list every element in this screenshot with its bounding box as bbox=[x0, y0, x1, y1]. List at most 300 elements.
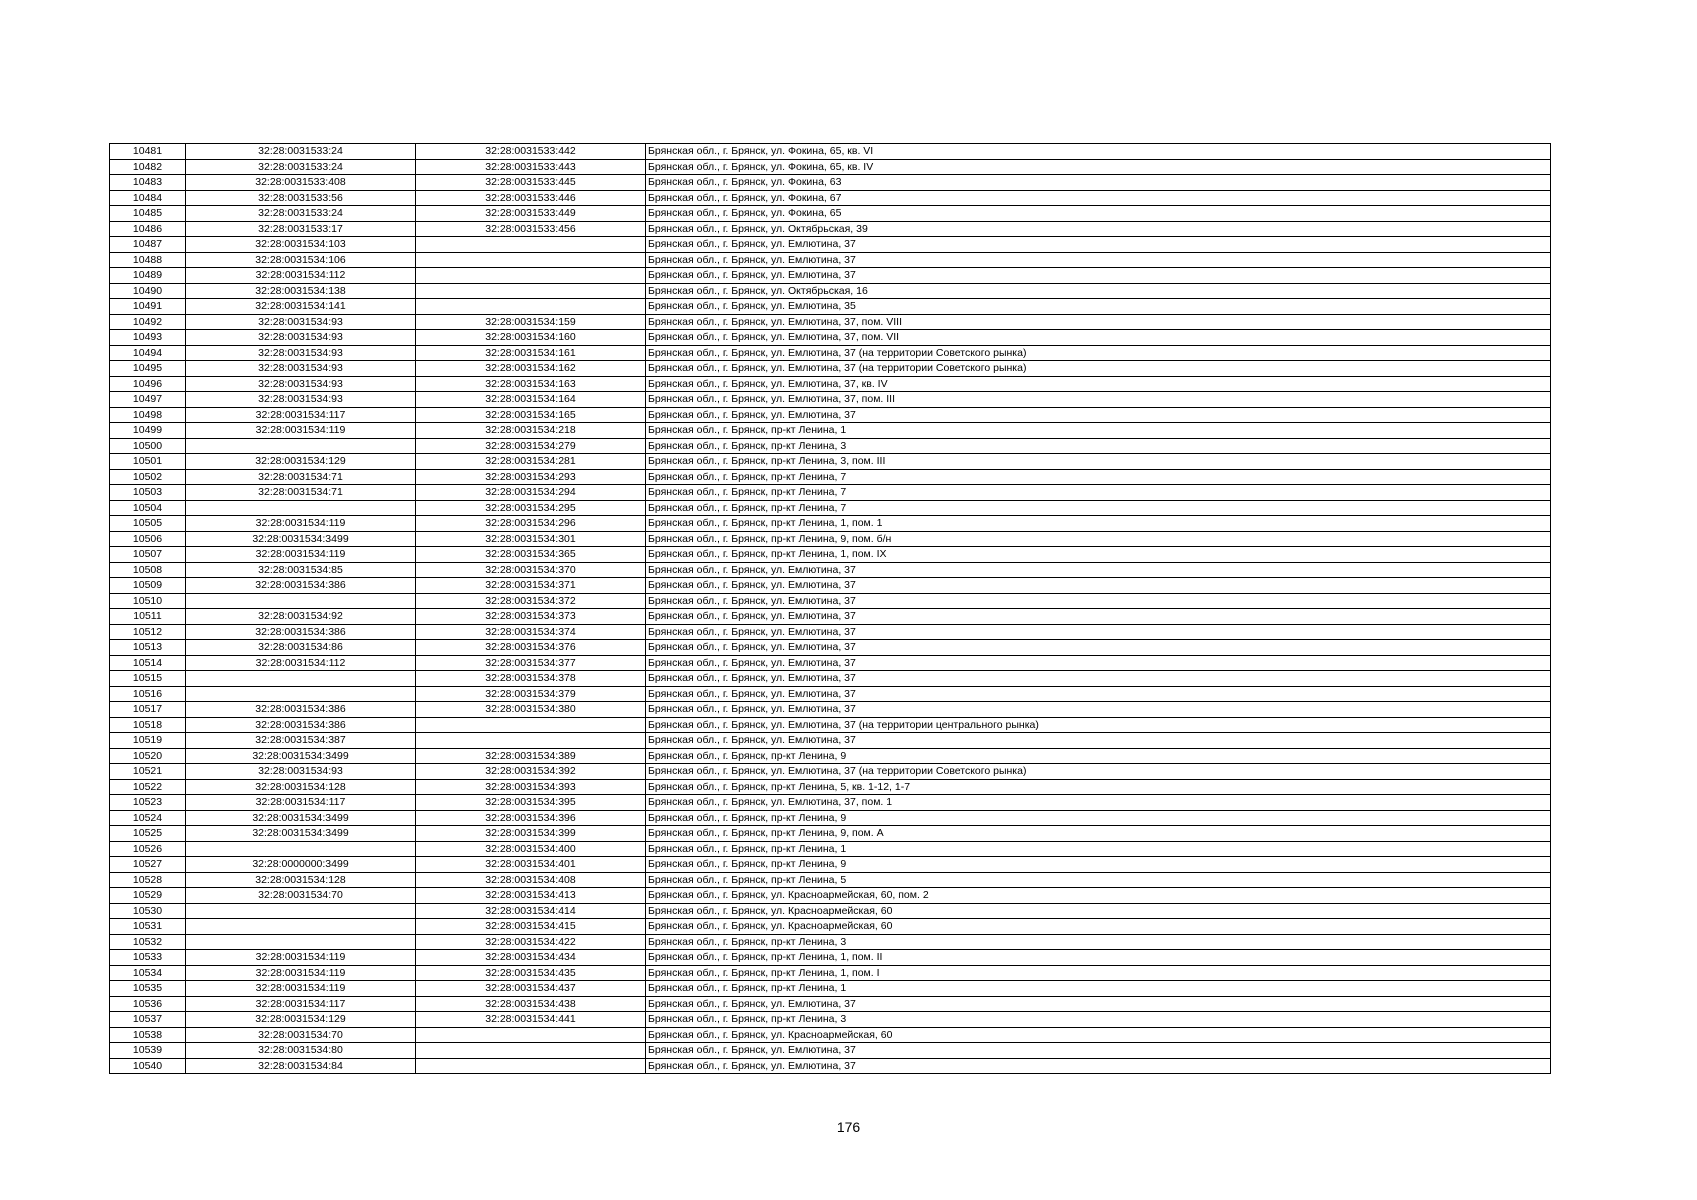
row-number-cell: 10500 bbox=[110, 438, 186, 454]
object-cadastral-number-cell: 32:28:0031533:446 bbox=[416, 190, 646, 206]
table-row bbox=[110, 500, 1551, 516]
address-cell: Брянская обл., г. Брянск, пр-кт Ленина, 1, пом. II bbox=[646, 950, 1551, 966]
table-row bbox=[110, 748, 1551, 764]
table-row bbox=[110, 221, 1551, 237]
object-cadastral-number-cell: 32:28:0031534:372 bbox=[416, 593, 646, 609]
table-row bbox=[110, 190, 1551, 206]
row-number-cell: 10509 bbox=[110, 578, 186, 594]
object-cadastral-number-cell: 32:28:0031534:281 bbox=[416, 454, 646, 470]
parcel-cadastral-number-cell: 32:28:0031534:84 bbox=[186, 1058, 416, 1074]
parcel-cadastral-number-cell: 32:28:0031533:56 bbox=[186, 190, 416, 206]
address-cell: Брянская обл., г. Брянск, ул. Красноармейская, 60 bbox=[646, 903, 1551, 919]
address-cell: Брянская обл., г. Брянск, пр-кт Ленина, 7 bbox=[646, 485, 1551, 501]
address-cell: Брянская обл., г. Брянск, пр-кт Ленина, 7 bbox=[646, 500, 1551, 516]
parcel-cadastral-number-cell bbox=[186, 686, 416, 702]
table-row bbox=[110, 376, 1551, 392]
address-cell: Брянская обл., г. Брянск, пр-кт Ленина, 7 bbox=[646, 469, 1551, 485]
object-cadastral-number-cell: 32:28:0031534:161 bbox=[416, 345, 646, 361]
address-cell: Брянская обл., г. Брянск, ул. Емлютина, 37 bbox=[646, 252, 1551, 268]
row-number-cell: 10481 bbox=[110, 144, 186, 160]
address-cell: Брянская обл., г. Брянск, ул. Емлютина, 37 bbox=[646, 702, 1551, 718]
parcel-cadastral-number-cell: 32:28:0031534:112 bbox=[186, 655, 416, 671]
address-cell: Брянская обл., г. Брянск, ул. Емлютина, 37 bbox=[646, 624, 1551, 640]
parcel-cadastral-number-cell: 32:28:0031533:24 bbox=[186, 159, 416, 175]
row-number-cell: 10489 bbox=[110, 268, 186, 284]
table-row bbox=[110, 593, 1551, 609]
object-cadastral-number-cell: 32:28:0031534:374 bbox=[416, 624, 646, 640]
row-number-cell: 10483 bbox=[110, 175, 186, 191]
table-row bbox=[110, 996, 1551, 1012]
parcel-cadastral-number-cell: 32:28:0031533:24 bbox=[186, 206, 416, 222]
table-row bbox=[110, 144, 1551, 160]
row-number-cell: 10487 bbox=[110, 237, 186, 253]
row-number-cell: 10497 bbox=[110, 392, 186, 408]
row-number-cell: 10530 bbox=[110, 903, 186, 919]
parcel-cadastral-number-cell bbox=[186, 903, 416, 919]
address-cell: Брянская обл., г. Брянск, ул. Емлютина, 37 bbox=[646, 733, 1551, 749]
table-row bbox=[110, 826, 1551, 842]
table-row bbox=[110, 252, 1551, 268]
object-cadastral-number-cell: 32:28:0031534:380 bbox=[416, 702, 646, 718]
row-number-cell: 10496 bbox=[110, 376, 186, 392]
object-cadastral-number-cell: 32:28:0031534:296 bbox=[416, 516, 646, 532]
table-row bbox=[110, 841, 1551, 857]
address-cell: Брянская обл., г. Брянск, ул. Емлютина, 37 bbox=[646, 671, 1551, 687]
object-cadastral-number-cell: 32:28:0031533:443 bbox=[416, 159, 646, 175]
object-cadastral-number-cell: 32:28:0031534:218 bbox=[416, 423, 646, 439]
row-number-cell: 10528 bbox=[110, 872, 186, 888]
table-row bbox=[110, 764, 1551, 780]
parcel-cadastral-number-cell: 32:28:0031534:3499 bbox=[186, 531, 416, 547]
parcel-cadastral-number-cell: 32:28:0031534:3499 bbox=[186, 748, 416, 764]
parcel-cadastral-number-cell: 32:28:0031534:93 bbox=[186, 345, 416, 361]
table-row bbox=[110, 655, 1551, 671]
table-row bbox=[110, 206, 1551, 222]
parcel-cadastral-number-cell bbox=[186, 500, 416, 516]
parcel-cadastral-number-cell: 32:28:0031534:86 bbox=[186, 640, 416, 656]
object-cadastral-number-cell: 32:28:0031534:415 bbox=[416, 919, 646, 935]
object-cadastral-number-cell: 32:28:0031533:456 bbox=[416, 221, 646, 237]
parcel-cadastral-number-cell: 32:28:0031534:117 bbox=[186, 795, 416, 811]
parcel-cadastral-number-cell: 32:28:0031534:103 bbox=[186, 237, 416, 253]
object-cadastral-number-cell: 32:28:0031534:376 bbox=[416, 640, 646, 656]
registry-table-body bbox=[110, 144, 1551, 1074]
row-number-cell: 10534 bbox=[110, 965, 186, 981]
object-cadastral-number-cell bbox=[416, 733, 646, 749]
row-number-cell: 10494 bbox=[110, 345, 186, 361]
address-cell: Брянская обл., г. Брянск, ул. Емлютина, 37 (на территории Советского рынка) bbox=[646, 345, 1551, 361]
address-cell: Брянская обл., г. Брянск, пр-кт Ленина, 3, пом. III bbox=[646, 454, 1551, 470]
object-cadastral-number-cell: 32:28:0031534:400 bbox=[416, 841, 646, 857]
address-cell: Брянская обл., г. Брянск, пр-кт Ленина, 1, пом. IX bbox=[646, 547, 1551, 563]
row-number-cell: 10504 bbox=[110, 500, 186, 516]
table-row bbox=[110, 345, 1551, 361]
table-row bbox=[110, 671, 1551, 687]
address-cell: Брянская обл., г. Брянск, ул. Красноармейская, 60 bbox=[646, 1027, 1551, 1043]
parcel-cadastral-number-cell: 32:28:0031534:119 bbox=[186, 981, 416, 997]
table-row bbox=[110, 392, 1551, 408]
row-number-cell: 10506 bbox=[110, 531, 186, 547]
table-row bbox=[110, 857, 1551, 873]
address-cell: Брянская обл., г. Брянск, ул. Емлютина, 35 bbox=[646, 299, 1551, 315]
table-row bbox=[110, 810, 1551, 826]
address-cell: Брянская обл., г. Брянск, пр-кт Ленина, 9 bbox=[646, 857, 1551, 873]
parcel-cadastral-number-cell: 32:28:0031533:17 bbox=[186, 221, 416, 237]
row-number-cell: 10508 bbox=[110, 562, 186, 578]
parcel-cadastral-number-cell bbox=[186, 438, 416, 454]
object-cadastral-number-cell: 32:28:0031534:396 bbox=[416, 810, 646, 826]
row-number-cell: 10501 bbox=[110, 454, 186, 470]
table-row bbox=[110, 330, 1551, 346]
row-number-cell: 10520 bbox=[110, 748, 186, 764]
table-row bbox=[110, 299, 1551, 315]
page-number: 176 bbox=[836, 1119, 861, 1135]
address-cell: Брянская обл., г. Брянск, ул. Емлютина, 37, пом. 1 bbox=[646, 795, 1551, 811]
object-cadastral-number-cell bbox=[416, 1058, 646, 1074]
address-cell: Брянская обл., г. Брянск, ул. Емлютина, 37 bbox=[646, 609, 1551, 625]
table-row bbox=[110, 268, 1551, 284]
parcel-cadastral-number-cell: 32:28:0031534:93 bbox=[186, 764, 416, 780]
object-cadastral-number-cell: 32:28:0031534:437 bbox=[416, 981, 646, 997]
row-number-cell: 10517 bbox=[110, 702, 186, 718]
address-cell: Брянская обл., г. Брянск, ул. Емлютина, 37 (на территории Советского рынка) bbox=[646, 764, 1551, 780]
parcel-cadastral-number-cell: 32:28:0031534:119 bbox=[186, 423, 416, 439]
parcel-cadastral-number-cell: 32:28:0031534:386 bbox=[186, 578, 416, 594]
object-cadastral-number-cell: 32:28:0031534:370 bbox=[416, 562, 646, 578]
row-number-cell: 10513 bbox=[110, 640, 186, 656]
object-cadastral-number-cell: 32:28:0031534:422 bbox=[416, 934, 646, 950]
row-number-cell: 10527 bbox=[110, 857, 186, 873]
row-number-cell: 10523 bbox=[110, 795, 186, 811]
table-row bbox=[110, 1043, 1551, 1059]
table-row bbox=[110, 175, 1551, 191]
parcel-cadastral-number-cell: 32:28:0031534:129 bbox=[186, 1012, 416, 1028]
row-number-cell: 10491 bbox=[110, 299, 186, 315]
object-cadastral-number-cell: 32:28:0031534:371 bbox=[416, 578, 646, 594]
parcel-cadastral-number-cell: 32:28:0031534:70 bbox=[186, 1027, 416, 1043]
row-number-cell: 10536 bbox=[110, 996, 186, 1012]
parcel-cadastral-number-cell: 32:28:0031534:138 bbox=[186, 283, 416, 299]
address-cell: Брянская обл., г. Брянск, пр-кт Ленина, 3 bbox=[646, 438, 1551, 454]
row-number-cell: 10486 bbox=[110, 221, 186, 237]
parcel-cadastral-number-cell: 32:28:0031534:71 bbox=[186, 485, 416, 501]
object-cadastral-number-cell: 32:28:0031534:389 bbox=[416, 748, 646, 764]
object-cadastral-number-cell: 32:28:0031533:449 bbox=[416, 206, 646, 222]
table-row bbox=[110, 531, 1551, 547]
parcel-cadastral-number-cell: 32:28:0031534:119 bbox=[186, 950, 416, 966]
object-cadastral-number-cell bbox=[416, 237, 646, 253]
object-cadastral-number-cell bbox=[416, 283, 646, 299]
address-cell: Брянская обл., г. Брянск, ул. Фокина, 67 bbox=[646, 190, 1551, 206]
object-cadastral-number-cell: 32:28:0031534:159 bbox=[416, 314, 646, 330]
row-number-cell: 10533 bbox=[110, 950, 186, 966]
table-row bbox=[110, 407, 1551, 423]
row-number-cell: 10510 bbox=[110, 593, 186, 609]
address-cell: Брянская обл., г. Брянск, ул. Фокина, 63 bbox=[646, 175, 1551, 191]
row-number-cell: 10484 bbox=[110, 190, 186, 206]
table-row bbox=[110, 159, 1551, 175]
parcel-cadastral-number-cell: 32:28:0031534:117 bbox=[186, 996, 416, 1012]
address-cell: Брянская обл., г. Брянск, ул. Емлютина, 37 bbox=[646, 578, 1551, 594]
parcel-cadastral-number-cell: 32:28:0031534:71 bbox=[186, 469, 416, 485]
row-number-cell: 10539 bbox=[110, 1043, 186, 1059]
object-cadastral-number-cell bbox=[416, 252, 646, 268]
object-cadastral-number-cell: 32:28:0031534:414 bbox=[416, 903, 646, 919]
parcel-cadastral-number-cell: 32:28:0031534:106 bbox=[186, 252, 416, 268]
row-number-cell: 10516 bbox=[110, 686, 186, 702]
parcel-cadastral-number-cell: 32:28:0031534:93 bbox=[186, 330, 416, 346]
object-cadastral-number-cell bbox=[416, 1027, 646, 1043]
row-number-cell: 10521 bbox=[110, 764, 186, 780]
address-cell: Брянская обл., г. Брянск, пр-кт Ленина, 1, пом. I bbox=[646, 965, 1551, 981]
table-row bbox=[110, 888, 1551, 904]
object-cadastral-number-cell: 32:28:0031534:435 bbox=[416, 965, 646, 981]
address-cell: Брянская обл., г. Брянск, пр-кт Ленина, 1 bbox=[646, 423, 1551, 439]
table-row bbox=[110, 702, 1551, 718]
table-row bbox=[110, 1027, 1551, 1043]
table-row bbox=[110, 795, 1551, 811]
parcel-cadastral-number-cell: 32:28:0031534:80 bbox=[186, 1043, 416, 1059]
object-cadastral-number-cell: 32:28:0031533:445 bbox=[416, 175, 646, 191]
parcel-cadastral-number-cell bbox=[186, 841, 416, 857]
object-cadastral-number-cell bbox=[416, 1043, 646, 1059]
table-row bbox=[110, 950, 1551, 966]
address-cell: Брянская обл., г. Брянск, ул. Емлютина, 37 bbox=[646, 996, 1551, 1012]
address-cell: Брянская обл., г. Брянск, ул. Емлютина, 37 bbox=[646, 268, 1551, 284]
object-cadastral-number-cell: 32:28:0031534:441 bbox=[416, 1012, 646, 1028]
object-cadastral-number-cell bbox=[416, 717, 646, 733]
object-cadastral-number-cell: 32:28:0031533:442 bbox=[416, 144, 646, 160]
row-number-cell: 10485 bbox=[110, 206, 186, 222]
parcel-cadastral-number-cell: 32:28:0031534:93 bbox=[186, 361, 416, 377]
address-cell: Брянская обл., г. Брянск, пр-кт Ленина, 1 bbox=[646, 981, 1551, 997]
object-cadastral-number-cell: 32:28:0031534:377 bbox=[416, 655, 646, 671]
table-row bbox=[110, 1012, 1551, 1028]
parcel-cadastral-number-cell: 32:28:0031534:70 bbox=[186, 888, 416, 904]
parcel-cadastral-number-cell: 32:28:0031534:119 bbox=[186, 547, 416, 563]
address-cell: Брянская обл., г. Брянск, ул. Емлютина, 37 bbox=[646, 1058, 1551, 1074]
row-number-cell: 10488 bbox=[110, 252, 186, 268]
parcel-cadastral-number-cell: 32:28:0031534:119 bbox=[186, 965, 416, 981]
parcel-cadastral-number-cell: 32:28:0031534:93 bbox=[186, 392, 416, 408]
row-number-cell: 10493 bbox=[110, 330, 186, 346]
row-number-cell: 10540 bbox=[110, 1058, 186, 1074]
table-row bbox=[110, 934, 1551, 950]
table-row bbox=[110, 903, 1551, 919]
registry-table bbox=[109, 143, 1551, 1074]
address-cell: Брянская обл., г. Брянск, пр-кт Ленина, 9, пом. б/н bbox=[646, 531, 1551, 547]
table-row bbox=[110, 1058, 1551, 1074]
table-row bbox=[110, 237, 1551, 253]
address-cell: Брянская обл., г. Брянск, пр-кт Ленина, 5 bbox=[646, 872, 1551, 888]
row-number-cell: 10499 bbox=[110, 423, 186, 439]
address-cell: Брянская обл., г. Брянск, ул. Красноармейская, 60 bbox=[646, 919, 1551, 935]
parcel-cadastral-number-cell: 32:28:0031534:93 bbox=[186, 314, 416, 330]
address-cell: Брянская обл., г. Брянск, пр-кт Ленина, 3 bbox=[646, 934, 1551, 950]
address-cell: Брянская обл., г. Брянск, ул. Фокина, 65 bbox=[646, 206, 1551, 222]
row-number-cell: 10507 bbox=[110, 547, 186, 563]
row-number-cell: 10495 bbox=[110, 361, 186, 377]
row-number-cell: 10482 bbox=[110, 159, 186, 175]
address-cell: Брянская обл., г. Брянск, ул. Фокина, 65, кв. VI bbox=[646, 144, 1551, 160]
row-number-cell: 10535 bbox=[110, 981, 186, 997]
object-cadastral-number-cell: 32:28:0031534:165 bbox=[416, 407, 646, 423]
parcel-cadastral-number-cell: 32:28:0031534:141 bbox=[186, 299, 416, 315]
table-row bbox=[110, 423, 1551, 439]
row-number-cell: 10492 bbox=[110, 314, 186, 330]
address-cell: Брянская обл., г. Брянск, пр-кт Ленина, 3 bbox=[646, 1012, 1551, 1028]
address-cell: Брянская обл., г. Брянск, ул. Емлютина, 37, кв. IV bbox=[646, 376, 1551, 392]
object-cadastral-number-cell: 32:28:0031534:160 bbox=[416, 330, 646, 346]
object-cadastral-number-cell: 32:28:0031534:294 bbox=[416, 485, 646, 501]
object-cadastral-number-cell: 32:28:0031534:365 bbox=[416, 547, 646, 563]
table-row bbox=[110, 485, 1551, 501]
row-number-cell: 10515 bbox=[110, 671, 186, 687]
row-number-cell: 10490 bbox=[110, 283, 186, 299]
table-row bbox=[110, 562, 1551, 578]
parcel-cadastral-number-cell: 32:28:0031534:387 bbox=[186, 733, 416, 749]
object-cadastral-number-cell: 32:28:0031534:163 bbox=[416, 376, 646, 392]
object-cadastral-number-cell: 32:28:0031534:395 bbox=[416, 795, 646, 811]
row-number-cell: 10502 bbox=[110, 469, 186, 485]
object-cadastral-number-cell: 32:28:0031534:408 bbox=[416, 872, 646, 888]
parcel-cadastral-number-cell: 32:28:0031534:386 bbox=[186, 702, 416, 718]
table-row bbox=[110, 314, 1551, 330]
row-number-cell: 10512 bbox=[110, 624, 186, 640]
address-cell: Брянская обл., г. Брянск, ул. Красноармейская, 60, пом. 2 bbox=[646, 888, 1551, 904]
table-row bbox=[110, 283, 1551, 299]
row-number-cell: 10524 bbox=[110, 810, 186, 826]
object-cadastral-number-cell: 32:28:0031534:413 bbox=[416, 888, 646, 904]
row-number-cell: 10511 bbox=[110, 609, 186, 625]
address-cell: Брянская обл., г. Брянск, ул. Октябрьская, 39 bbox=[646, 221, 1551, 237]
row-number-cell: 10529 bbox=[110, 888, 186, 904]
parcel-cadastral-number-cell bbox=[186, 671, 416, 687]
table-row bbox=[110, 965, 1551, 981]
table-row bbox=[110, 981, 1551, 997]
parcel-cadastral-number-cell: 32:28:0031534:386 bbox=[186, 717, 416, 733]
table-row bbox=[110, 919, 1551, 935]
row-number-cell: 10525 bbox=[110, 826, 186, 842]
parcel-cadastral-number-cell: 32:28:0031534:386 bbox=[186, 624, 416, 640]
row-number-cell: 10538 bbox=[110, 1027, 186, 1043]
parcel-cadastral-number-cell: 32:28:0031533:408 bbox=[186, 175, 416, 191]
row-number-cell: 10503 bbox=[110, 485, 186, 501]
object-cadastral-number-cell: 32:28:0031534:401 bbox=[416, 857, 646, 873]
address-cell: Брянская обл., г. Брянск, ул. Емлютина, 37 bbox=[646, 640, 1551, 656]
parcel-cadastral-number-cell: 32:28:0031534:3499 bbox=[186, 826, 416, 842]
address-cell: Брянская обл., г. Брянск, ул. Емлютина, 37 (на территории Советского рынка) bbox=[646, 361, 1551, 377]
table-row bbox=[110, 686, 1551, 702]
parcel-cadastral-number-cell: 32:28:0031534:128 bbox=[186, 779, 416, 795]
address-cell: Брянская обл., г. Брянск, пр-кт Ленина, 5, кв. 1-12, 1-7 bbox=[646, 779, 1551, 795]
object-cadastral-number-cell: 32:28:0031534:295 bbox=[416, 500, 646, 516]
address-cell: Брянская обл., г. Брянск, ул. Октябрьская, 16 bbox=[646, 283, 1551, 299]
address-cell: Брянская обл., г. Брянск, ул. Емлютина, 37 bbox=[646, 407, 1551, 423]
address-cell: Брянская обл., г. Брянск, пр-кт Ленина, 9, пом. А bbox=[646, 826, 1551, 842]
row-number-cell: 10531 bbox=[110, 919, 186, 935]
table-row bbox=[110, 733, 1551, 749]
object-cadastral-number-cell: 32:28:0031534:162 bbox=[416, 361, 646, 377]
address-cell: Брянская обл., г. Брянск, ул. Емлютина, 37 bbox=[646, 1043, 1551, 1059]
parcel-cadastral-number-cell: 32:28:0031534:117 bbox=[186, 407, 416, 423]
table-row bbox=[110, 872, 1551, 888]
table-row bbox=[110, 578, 1551, 594]
parcel-cadastral-number-cell: 32:28:0031534:112 bbox=[186, 268, 416, 284]
address-cell: Брянская обл., г. Брянск, ул. Емлютина, 37 bbox=[646, 562, 1551, 578]
table-row bbox=[110, 640, 1551, 656]
object-cadastral-number-cell: 32:28:0031534:438 bbox=[416, 996, 646, 1012]
parcel-cadastral-number-cell bbox=[186, 919, 416, 935]
parcel-cadastral-number-cell: 32:28:0031534:93 bbox=[186, 376, 416, 392]
address-cell: Брянская обл., г. Брянск, ул. Емлютина, 37 (на территории центрального рынка) bbox=[646, 717, 1551, 733]
address-cell: Брянская обл., г. Брянск, ул. Емлютина, 37 bbox=[646, 237, 1551, 253]
row-number-cell: 10519 bbox=[110, 733, 186, 749]
table-row bbox=[110, 438, 1551, 454]
address-cell: Брянская обл., г. Брянск, пр-кт Ленина, 9 bbox=[646, 748, 1551, 764]
table-row bbox=[110, 779, 1551, 795]
address-cell: Брянская обл., г. Брянск, ул. Емлютина, 37 bbox=[646, 593, 1551, 609]
address-cell: Брянская обл., г. Брянск, ул. Фокина, 65, кв. IV bbox=[646, 159, 1551, 175]
object-cadastral-number-cell: 32:28:0031534:434 bbox=[416, 950, 646, 966]
parcel-cadastral-number-cell: 32:28:0031534:119 bbox=[186, 516, 416, 532]
parcel-cadastral-number-cell: 32:28:0031534:128 bbox=[186, 872, 416, 888]
parcel-cadastral-number-cell: 32:28:0031534:129 bbox=[186, 454, 416, 470]
object-cadastral-number-cell: 32:28:0031534:379 bbox=[416, 686, 646, 702]
object-cadastral-number-cell: 32:28:0031534:399 bbox=[416, 826, 646, 842]
parcel-cadastral-number-cell: 32:28:0031534:85 bbox=[186, 562, 416, 578]
address-cell: Брянская обл., г. Брянск, ул. Емлютина, 37 bbox=[646, 655, 1551, 671]
row-number-cell: 10505 bbox=[110, 516, 186, 532]
table-row bbox=[110, 361, 1551, 377]
parcel-cadastral-number-cell: 32:28:0000000:3499 bbox=[186, 857, 416, 873]
table-row bbox=[110, 547, 1551, 563]
object-cadastral-number-cell: 32:28:0031534:301 bbox=[416, 531, 646, 547]
object-cadastral-number-cell: 32:28:0031534:293 bbox=[416, 469, 646, 485]
object-cadastral-number-cell bbox=[416, 299, 646, 315]
address-cell: Брянская обл., г. Брянск, пр-кт Ленина, 9 bbox=[646, 810, 1551, 826]
row-number-cell: 10514 bbox=[110, 655, 186, 671]
object-cadastral-number-cell bbox=[416, 268, 646, 284]
row-number-cell: 10522 bbox=[110, 779, 186, 795]
object-cadastral-number-cell: 32:28:0031534:279 bbox=[416, 438, 646, 454]
address-cell: Брянская обл., г. Брянск, ул. Емлютина, 37 bbox=[646, 686, 1551, 702]
parcel-cadastral-number-cell: 32:28:0031534:92 bbox=[186, 609, 416, 625]
address-cell: Брянская обл., г. Брянск, пр-кт Ленина, 1, пом. 1 bbox=[646, 516, 1551, 532]
row-number-cell: 10526 bbox=[110, 841, 186, 857]
table-row bbox=[110, 624, 1551, 640]
row-number-cell: 10532 bbox=[110, 934, 186, 950]
object-cadastral-number-cell: 32:28:0031534:373 bbox=[416, 609, 646, 625]
address-cell: Брянская обл., г. Брянск, ул. Емлютина, 37, пом. VIII bbox=[646, 314, 1551, 330]
object-cadastral-number-cell: 32:28:0031534:392 bbox=[416, 764, 646, 780]
parcel-cadastral-number-cell: 32:28:0031534:3499 bbox=[186, 810, 416, 826]
address-cell: Брянская обл., г. Брянск, пр-кт Ленина, 1 bbox=[646, 841, 1551, 857]
address-cell: Брянская обл., г. Брянск, ул. Емлютина, 37, пом. III bbox=[646, 392, 1551, 408]
object-cadastral-number-cell: 32:28:0031534:393 bbox=[416, 779, 646, 795]
parcel-cadastral-number-cell: 32:28:0031533:24 bbox=[186, 144, 416, 160]
parcel-cadastral-number-cell bbox=[186, 934, 416, 950]
table-row bbox=[110, 469, 1551, 485]
row-number-cell: 10498 bbox=[110, 407, 186, 423]
parcel-cadastral-number-cell bbox=[186, 593, 416, 609]
row-number-cell: 10518 bbox=[110, 717, 186, 733]
table-row bbox=[110, 717, 1551, 733]
table-row bbox=[110, 609, 1551, 625]
table-row bbox=[110, 516, 1551, 532]
object-cadastral-number-cell: 32:28:0031534:378 bbox=[416, 671, 646, 687]
row-number-cell: 10537 bbox=[110, 1012, 186, 1028]
